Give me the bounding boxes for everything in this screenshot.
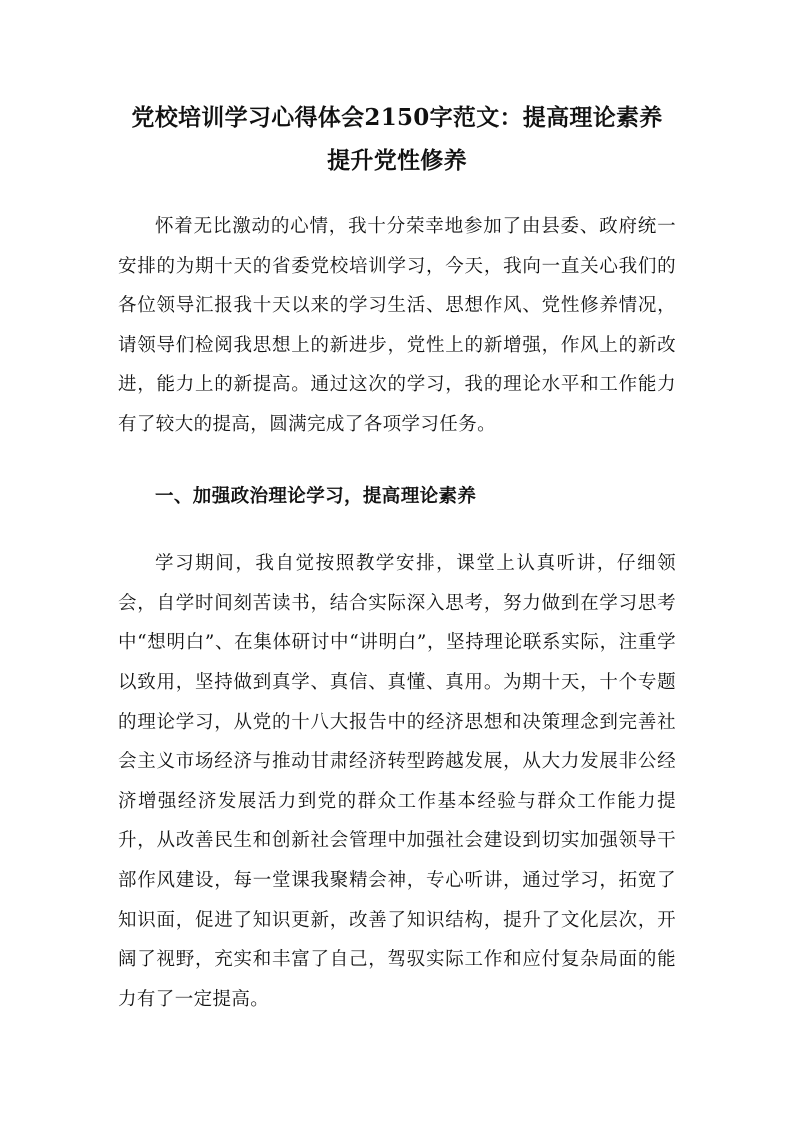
section-heading: 一、加强政治理论学习，提高理论素养	[155, 485, 477, 507]
title-line-2: 提升党性修养	[327, 147, 467, 174]
title-line-1: 党校培训学习心得体会2150字范文：提高理论素养	[131, 104, 663, 131]
document-title	[118, 96, 676, 182]
intro-paragraph: 怀着无比激动的心情，我十分荣幸地参加了由县委、政府统一安排的为期十天的省委党校培训学习，今天，我向一直关心我们的各位领导汇报我十天以来的学习生活、思想作风、党性修养情况，请领导们检阅我思想上的新进步，党性上的新增强，作风上的新改进，能力上的新提高。通过这次的学习，我的理论水平和工作能力有了较大的提高，圆满完成了各项学习任务。	[118, 216, 676, 435]
section-paragraph: 学习期间，我自觉按照教学安排，课堂上认真听讲，仔细领会，自学时间刻苦读书，结合实际深入思考，努力做到在学习思考中“想明白”、在集体研讨中“讲明白”，坚持理论联系实际，注重学以致用，坚持做到真学、真信、真懂、真用。为期十天，十个专题的理论学习，从党的十八大报告中的经济思想和决策理念到完善社会主义市场经济与推动甘肃经济转型跨越发展，从大力发展非公经济增强经济发展活力到党的群众工作基本经验与群众工作能力提升，从改善民生和创新社会管理中加强社会建设到切实加强领导干部作风建设，每一堂课我聚精会神，专心听讲，通过学习，拓宽了知识面，促进了知识更新，改善了知识结构，提升了文化层次，开阔了视野，充实和丰富了自己，驾驭实际工作和应付复杂局面的能力有了一定提高。	[118, 553, 676, 1010]
